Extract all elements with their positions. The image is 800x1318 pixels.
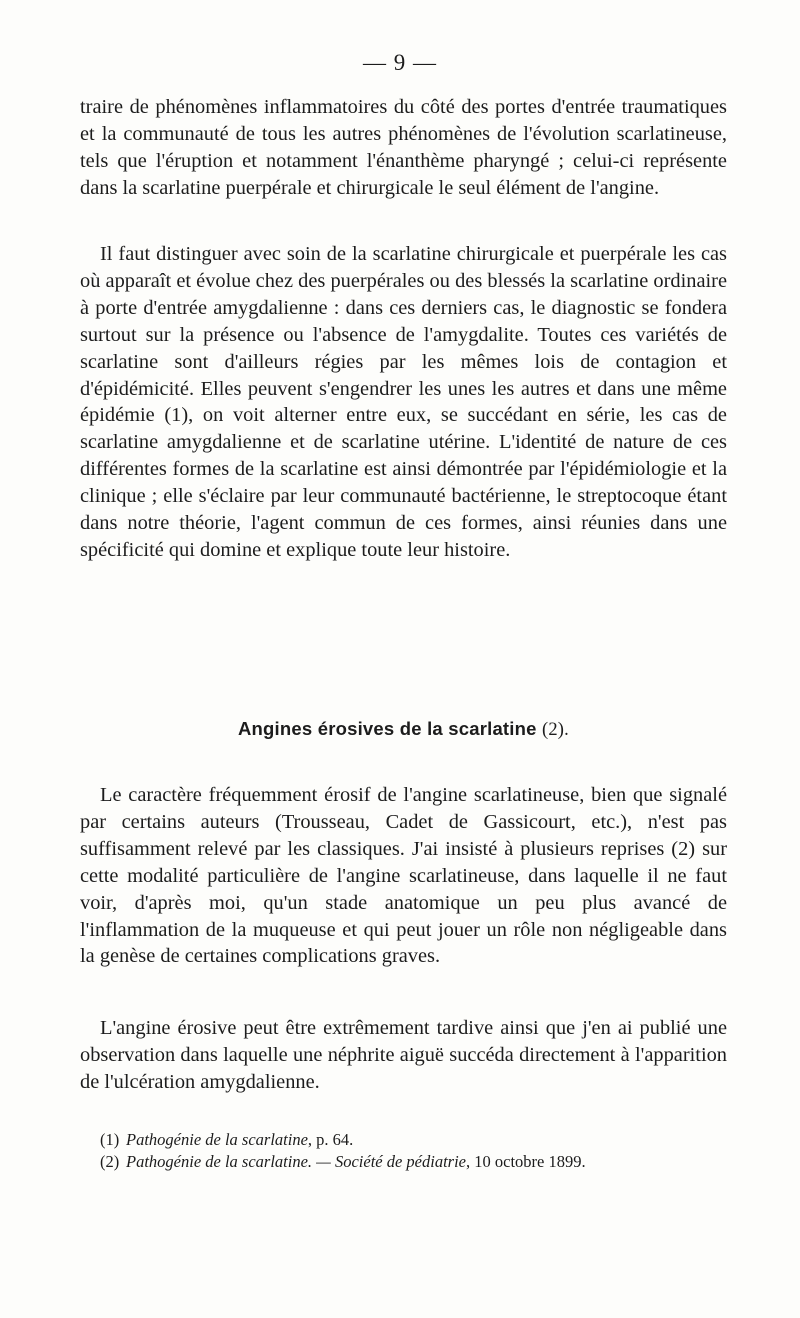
body-paragraph: Le caractère fréquemment érosif de l'angine scarlatineuse, bien que signalé par certains auteurs (Trousseau, Cadet de Gassicourt, etc.), n'est pas suffisamment relevé par les classiques. J'ai insisté à plusieurs reprises (2) sur cette modalité particulière de l'angine scarlatineuse, dans laquelle il ne faut voir, d'après moi, qu'un stade anatomique un peu plus avancé de l'inflammation de la muqueuse et qui peut jouer un rôle non négligeable dans la genèse de certaines complications graves. — [80, 784, 727, 968]
footnote-number: (1) — [100, 1130, 120, 1149]
footnote-number: (2) — [100, 1152, 120, 1171]
page-number: — 9 — — [363, 50, 437, 75]
body-paragraph: L'angine érosive peut être extrêmement tardive ainsi que j'en ai publié une observation dans laquelle une néphrite aiguë succéda directement à l'apparition de l'ulcération amygdalienne. — [80, 1017, 727, 1093]
paragraph-surgical-scarlatina — [80, 241, 727, 564]
paragraph-erosive-angina — [80, 782, 727, 970]
section-title: Angines érosives de la scarlatine — [238, 718, 537, 739]
body-paragraph: Il faut distinguer avec soin de la scarlatine chirurgicale et puerpérale les cas où apparaît et évolue chez des puerpérales ou des blessés la scarlatine ordinaire à porte d'entrée amygdalienne : dans ces derniers cas, le diagnostic se fondera surtout sur la présence ou l'absence de l'amygdalite. Toutes ces variétés de scarlatine sont d'ailleurs régies par les mêmes lois de contagion et d'épidémicité. Elles peuvent s'engendrer les unes les autres et dans une même épidémie (1), on voit alterner entre eux, se succédant en série, les cas de scarlatine amygdalienne et de scarlatine utérine. L'identité de nature de ces différentes formes de la scarlatine est ainsi démontrée par l'épidémiologie et la clinique ; elle s'éclaire par leur communauté bactérienne, le streptocoque étant dans notre théorie, l'agent commun de ces formes, ainsi réunies dans une spécificité qui domine et explique toute leur histoire. — [80, 243, 727, 561]
footnote-detail: , 10 octobre 1899. — [466, 1152, 586, 1171]
footnotes — [100, 1129, 720, 1173]
footnote — [100, 1151, 720, 1173]
footnote-work-title: Pathogénie de la scarlatine. — Société de pédiatrie — [126, 1152, 466, 1171]
paragraph-continuation — [80, 94, 727, 202]
body-paragraph: traire de phénomènes inflammatoires du côté des portes d'entrée traumatiques et la communauté de tous les autres phénomènes de l'évolution scarlatineuse, tels que l'éruption et notamment l'énanthème pharyngé ; celui-ci représente dans la scarlatine puerpérale et chirurgicale le seul élément de l'angine. — [80, 96, 727, 199]
footnote-detail: , p. 64. — [307, 1130, 354, 1149]
footnote — [100, 1129, 720, 1151]
footnote-work-title: Pathogénie de la scarlatine — [126, 1130, 308, 1149]
paragraph-late-erosive-angina — [80, 1015, 727, 1096]
section-heading — [80, 718, 727, 741]
section-note-ref: (2). — [541, 720, 569, 740]
